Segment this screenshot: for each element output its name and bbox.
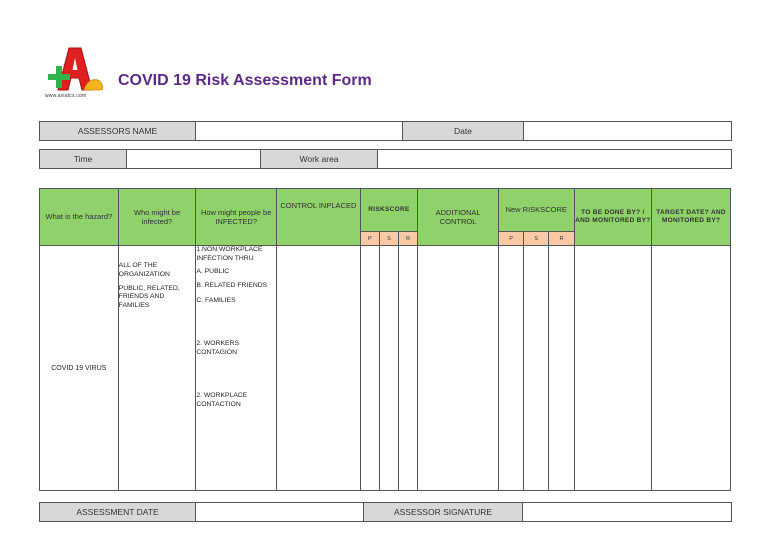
how-item-workers-contagion: 2. WORKERS CONTAGION (196, 340, 240, 356)
r-cell[interactable] (399, 246, 418, 491)
page-title: COVID 19 Risk Assessment Form (118, 72, 372, 89)
who-item-organization: ALL OF THE ORGANIZATION (118, 262, 170, 278)
riskscore-r: R (399, 232, 418, 246)
logo-url: www.aviatcs.com (45, 93, 87, 99)
new-riskscore-p: P (498, 232, 523, 246)
header-control: CONTROL INPLACED (277, 189, 361, 246)
how-item-non-workplace: 1.NON WORKPLACE INFECTION THRU (196, 246, 263, 262)
control-cell[interactable] (277, 246, 361, 491)
who-item-public: PUBLIC, RELATED, FRIENDS AND FAMILIES (118, 284, 180, 310)
header-who: Who might be infected? (118, 189, 196, 246)
header-how: How might people be INFECTED? (196, 189, 277, 246)
time-field[interactable] (127, 150, 261, 169)
risk-assessment-table (39, 188, 731, 491)
company-logo (44, 44, 106, 96)
header-new-riskscore: New RISKSCORE (498, 189, 574, 232)
header-riskscore: RISKSCORE (360, 189, 418, 232)
assessment-date-label: ASSESSMENT DATE (40, 503, 196, 522)
s-cell[interactable] (379, 246, 398, 491)
p-cell[interactable] (360, 246, 379, 491)
how-item-public: A. PUBLIC (196, 267, 230, 275)
assessor-signature-field[interactable] (523, 503, 732, 522)
new-r-cell[interactable] (549, 246, 574, 491)
riskscore-p: P (360, 232, 379, 246)
assessor-info-table (39, 121, 732, 141)
work-area-label: Work area (261, 150, 378, 169)
riskscore-s: S (379, 232, 398, 246)
how-item-families: C. FAMILIES (196, 297, 236, 305)
work-area-field[interactable] (378, 150, 732, 169)
time-label: Time (40, 150, 127, 169)
header-additional-control: ADDITIONAL CONTROL (418, 189, 499, 246)
who-cell (118, 246, 196, 491)
to-be-done-cell[interactable] (574, 246, 652, 491)
assessors-name-field[interactable] (196, 122, 403, 141)
date-field[interactable] (524, 122, 732, 141)
new-s-cell[interactable] (524, 246, 549, 491)
additional-control-cell[interactable] (418, 246, 499, 491)
assessment-date-field[interactable] (196, 503, 364, 522)
header-target-date: TARGET DATE? AND MONITORED BY? (652, 189, 731, 246)
how-item-related-friends: B. RELATED FRIENDS (196, 282, 268, 290)
target-date-cell[interactable] (652, 246, 731, 491)
hazard-cell: COVID 19 VIRUS (40, 246, 119, 491)
time-area-table (39, 149, 732, 169)
date-label: Date (403, 122, 524, 141)
new-p-cell[interactable] (498, 246, 523, 491)
how-item-workplace-contaction: 2. WORKPLACE CONTACTION (196, 391, 248, 408)
assessors-name-label: ASSESSORS NAME (40, 122, 196, 141)
assessor-signature-label: ASSESSOR SIGNATURE (364, 503, 523, 522)
new-riskscore-s: S (524, 232, 549, 246)
table-row (40, 246, 731, 491)
header-to-be-done: TO BE DONE BY? / AND MONITORED BY? (574, 189, 652, 246)
new-riskscore-r: R (549, 232, 574, 246)
assessment-footer-table (39, 502, 732, 522)
header-hazard: What is the hazard? (40, 189, 119, 246)
how-cell (196, 246, 277, 491)
